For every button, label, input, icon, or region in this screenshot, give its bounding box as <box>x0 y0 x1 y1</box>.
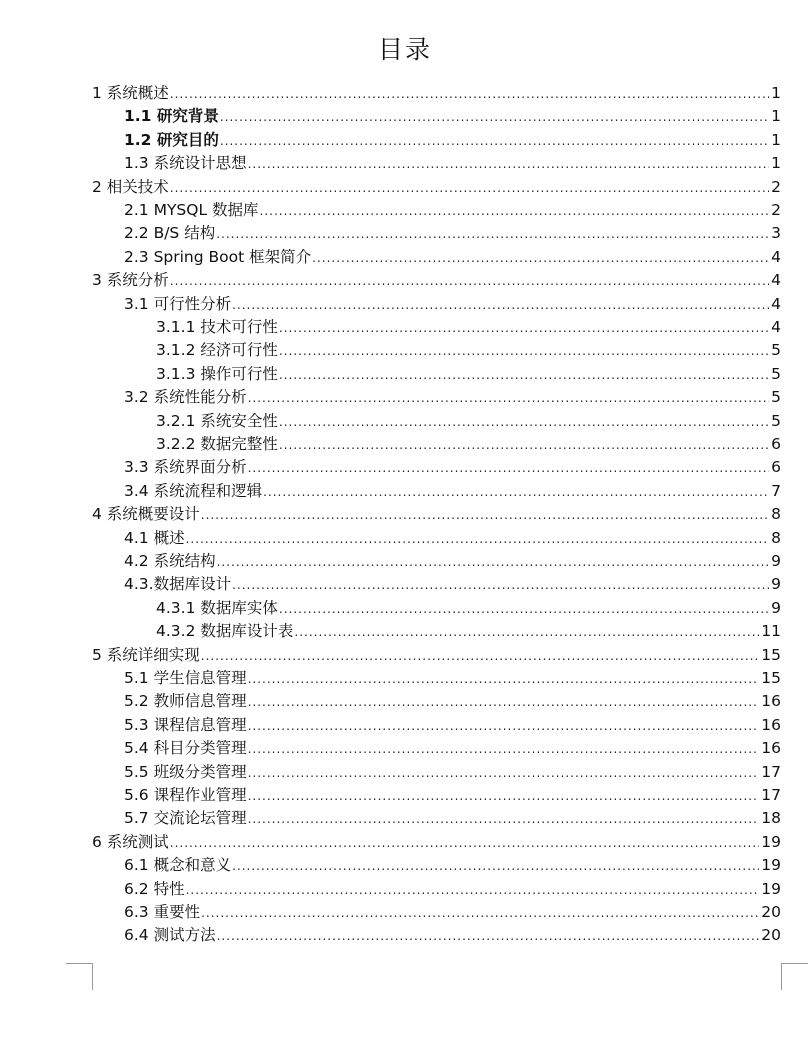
toc-entry[interactable] <box>124 878 781 901</box>
toc-entry-label: 5.1 学生信息管理 <box>124 669 247 687</box>
toc-dot-leader <box>232 574 769 597</box>
toc-entry-label: 3.1 可行性分析 <box>124 294 232 313</box>
toc-entry-page-number: 9 <box>771 552 781 570</box>
toc-entry[interactable] <box>124 761 781 784</box>
toc-entry-label: 3.4 系统流程和逻辑 <box>124 481 263 500</box>
toc-entry[interactable] <box>156 620 781 643</box>
toc-entry-label: 4.3.数据库设计 <box>124 575 232 594</box>
toc-dot-leader <box>201 504 769 527</box>
toc-dot-leader <box>248 153 770 176</box>
toc-entry-page-number: 6 <box>771 458 781 477</box>
toc-dot-leader <box>170 83 769 106</box>
toc-dot-leader <box>220 130 769 153</box>
toc-entry-label: 1.3 系统设计思想 <box>124 154 247 173</box>
toc-entry-page-number: 16 <box>761 715 781 734</box>
toc-dot-leader <box>216 223 769 246</box>
toc-dot-leader <box>248 387 770 410</box>
toc-dot-leader <box>232 855 759 878</box>
toc-entry-label: 6 系统测试 <box>92 832 169 851</box>
toc-dot-leader <box>279 434 769 457</box>
toc-entry-page-number: 4 <box>771 271 781 290</box>
toc-dot-leader <box>217 551 770 574</box>
toc-entry-page-number: 19 <box>761 879 781 898</box>
toc-entry-page-number: 16 <box>761 739 781 758</box>
toc-entry-label: 2.1 MYSQL 数据库 <box>124 201 259 219</box>
toc-entry[interactable] <box>92 831 781 854</box>
toc-dot-leader <box>248 785 760 808</box>
toc-dot-leader <box>279 411 769 434</box>
toc-dot-leader <box>170 832 759 855</box>
toc-entry[interactable] <box>92 269 781 292</box>
toc-entry[interactable] <box>124 690 781 713</box>
toc-entry[interactable] <box>124 784 781 807</box>
toc-entry[interactable] <box>124 573 781 596</box>
toc-dot-leader <box>186 528 770 551</box>
toc-entry-page-number: 4 <box>771 294 781 313</box>
toc-dot-leader <box>248 457 770 480</box>
toc-dot-leader <box>201 902 759 925</box>
toc-entry-label: 2.3 Spring Boot 框架简介 <box>124 247 312 266</box>
toc-entry[interactable] <box>124 550 781 573</box>
toc-entry[interactable] <box>156 410 781 433</box>
toc-entry-label: 4.1 概述 <box>124 528 185 547</box>
toc-entry-label: 4 系统概要设计 <box>92 505 200 524</box>
page-corner-mark-left <box>66 963 93 990</box>
toc-entry[interactable] <box>156 339 781 362</box>
toc-entry[interactable] <box>92 176 781 199</box>
toc-title: 目录 <box>377 35 432 64</box>
toc-entry-label: 3.1.2 经济可行性 <box>156 341 278 360</box>
toc-dot-leader <box>220 106 769 129</box>
toc-entry-page-number: 1 <box>771 107 781 126</box>
toc-entry-page-number: 1 <box>771 154 781 173</box>
toc-dot-leader <box>186 879 760 902</box>
toc-entry-page-number: 17 <box>761 786 781 804</box>
toc-entry-page-number: 1 <box>771 84 781 102</box>
toc-entry-label: 2.2 B/S 结构 <box>124 224 216 243</box>
toc-entry-page-number: 8 <box>771 505 781 524</box>
toc-entry-page-number: 11 <box>761 622 781 641</box>
toc-entry[interactable] <box>124 222 781 245</box>
toc-entry-page-number: 2 <box>771 177 781 196</box>
toc-entry[interactable] <box>124 667 781 690</box>
toc-entry-page-number: 7 <box>771 481 781 500</box>
toc-entry-page-number: 15 <box>761 669 781 687</box>
toc-dot-leader <box>170 270 769 293</box>
toc-entry-label: 4.3.1 数据库实体 <box>156 598 278 617</box>
toc-entry[interactable] <box>124 246 781 269</box>
toc-entry-label: 1.2 研究目的 <box>124 130 219 149</box>
toc-entry-label: 3 系统分析 <box>92 271 169 290</box>
toc-entry-label: 5.7 交流论坛管理 <box>124 809 247 828</box>
toc-entry-label: 5.6 课程作业管理 <box>124 786 247 804</box>
toc-dot-leader <box>279 598 769 621</box>
toc-dot-leader <box>201 645 759 668</box>
toc-entry-page-number: 9 <box>771 598 781 617</box>
toc-entry[interactable] <box>92 503 781 526</box>
toc-entry[interactable] <box>124 714 781 737</box>
toc-entry[interactable] <box>124 924 781 947</box>
toc-entry[interactable] <box>124 854 781 877</box>
toc-entry[interactable] <box>124 199 781 222</box>
toc-entry-page-number: 4 <box>771 318 781 336</box>
toc-entry-label: 4.3.2 数据库设计表 <box>156 622 294 641</box>
toc-dot-leader <box>279 364 769 387</box>
toc-entry-label: 5.5 班级分类管理 <box>124 762 247 781</box>
toc-entry[interactable] <box>156 316 781 339</box>
toc-entry-page-number: 2 <box>771 201 781 219</box>
toc-dot-leader <box>294 621 759 644</box>
toc-dot-leader <box>279 317 769 340</box>
toc-dot-leader <box>248 738 760 761</box>
toc-entry[interactable] <box>92 82 781 105</box>
toc-entry-label: 3.3 系统界面分析 <box>124 458 247 477</box>
toc-entry-page-number: 19 <box>761 856 781 875</box>
toc-entry-label: 6.2 特性 <box>124 879 185 898</box>
toc-dot-leader <box>248 691 760 714</box>
toc-entry[interactable] <box>124 129 781 152</box>
toc-entry-label: 3.1.3 操作可行性 <box>156 364 278 383</box>
toc-entry[interactable] <box>124 901 781 924</box>
toc-dot-leader <box>263 481 769 504</box>
toc-dot-leader <box>312 247 769 270</box>
toc-entry-page-number: 20 <box>761 903 781 921</box>
toc-entry[interactable] <box>156 597 781 620</box>
toc-entry-label: 5.2 教师信息管理 <box>124 692 247 711</box>
toc-entry-label: 1.1 研究背景 <box>124 107 219 126</box>
toc-entry-label: 6.4 测试方法 <box>124 926 216 945</box>
toc-dot-leader <box>232 294 769 317</box>
toc-entry[interactable] <box>124 105 781 128</box>
toc-entry[interactable] <box>124 480 781 503</box>
toc-entry-label: 1 系统概述 <box>92 84 169 102</box>
toc-entry-label: 2 相关技术 <box>92 177 169 196</box>
toc-entry-page-number: 17 <box>761 762 781 781</box>
toc-entry[interactable] <box>124 152 781 175</box>
toc-entry-page-number: 5 <box>771 341 781 360</box>
toc-entry-page-number: 19 <box>761 832 781 851</box>
toc-entry-label: 6.1 概念和意义 <box>124 856 232 875</box>
toc-entry-page-number: 9 <box>771 575 781 594</box>
toc-entry-page-number: 1 <box>771 130 781 149</box>
toc-entry-page-number: 18 <box>761 809 781 828</box>
toc-entry-label: 3.1.1 技术可行性 <box>156 318 278 336</box>
toc-entry-label: 5.3 课程信息管理 <box>124 715 247 734</box>
toc-entry[interactable] <box>124 386 781 409</box>
toc-entry[interactable] <box>124 456 781 479</box>
toc-dot-leader <box>279 340 769 363</box>
toc-entry[interactable] <box>156 363 781 386</box>
toc-entry[interactable] <box>124 807 781 830</box>
toc-entry-page-number: 16 <box>761 692 781 711</box>
toc-entry-label: 5 系统详细实现 <box>92 645 200 664</box>
toc-entry-label: 4.2 系统结构 <box>124 552 216 570</box>
toc-entry-page-number: 5 <box>771 388 781 407</box>
toc-dot-leader <box>248 762 760 785</box>
toc-entry[interactable] <box>92 644 781 667</box>
toc-entry-page-number: 3 <box>771 224 781 243</box>
toc-entry-page-number: 5 <box>771 364 781 383</box>
toc-dot-leader <box>260 200 770 223</box>
toc-entry-label: 3.2 系统性能分析 <box>124 388 247 407</box>
toc-entry-label: 6.3 重要性 <box>124 903 201 921</box>
toc-entry-page-number: 4 <box>771 247 781 266</box>
toc-entry-page-number: 5 <box>771 411 781 430</box>
toc-entry[interactable] <box>156 433 781 456</box>
toc-entry[interactable] <box>124 737 781 760</box>
toc-entry[interactable] <box>124 527 781 550</box>
toc-entry-label: 3.2.2 数据完整性 <box>156 435 278 453</box>
toc-entry[interactable] <box>124 293 781 316</box>
toc-dot-leader <box>248 808 760 831</box>
toc-dot-leader <box>170 177 769 200</box>
toc-entry-page-number: 6 <box>771 435 781 453</box>
toc-entry-page-number: 15 <box>761 645 781 664</box>
toc-dot-leader <box>248 715 760 738</box>
toc-dot-leader <box>217 925 760 948</box>
toc-entry-page-number: 20 <box>761 926 781 945</box>
page-corner-mark-right <box>781 963 808 990</box>
toc-entry-label: 5.4 科目分类管理 <box>124 739 247 758</box>
toc-entry-label: 3.2.1 系统安全性 <box>156 411 278 430</box>
toc-dot-leader <box>248 668 760 691</box>
toc-entry-page-number: 8 <box>771 528 781 547</box>
